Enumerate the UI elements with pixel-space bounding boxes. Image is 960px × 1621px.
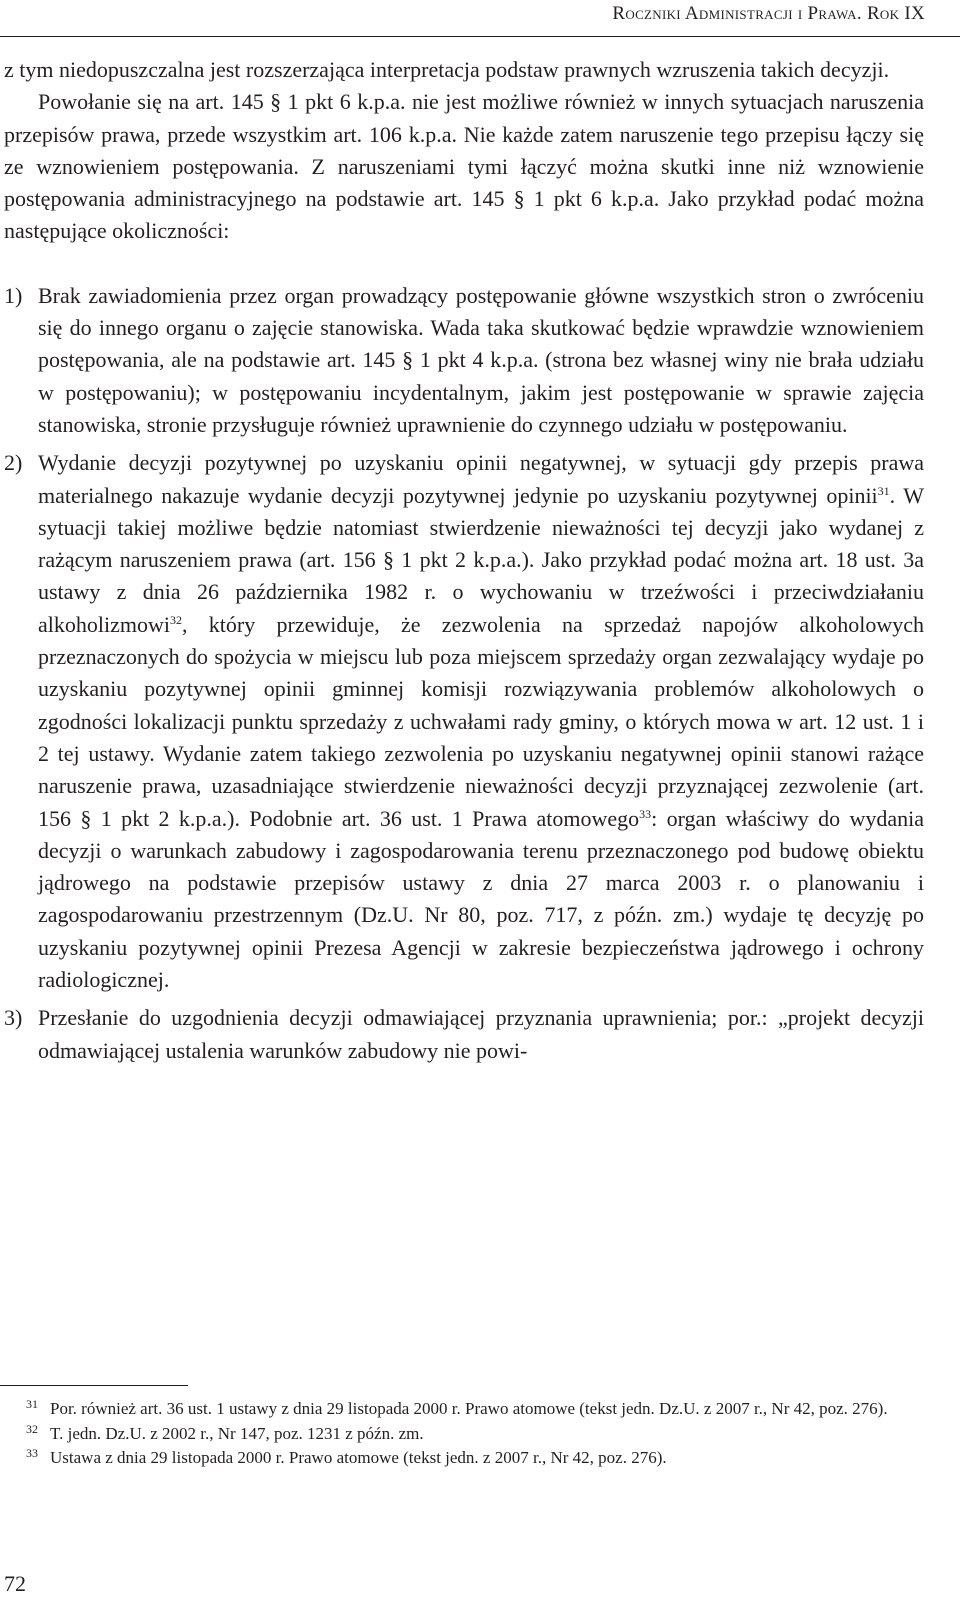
footnote-32 (4, 1422, 924, 1447)
paragraph-spacer (4, 248, 924, 280)
list-item-1 (4, 280, 924, 441)
list-item-1-text: Brak zawiadomienia przez organ prowadzący postępowanie główne wszystkich stron o zwróceniu się do innego organu o zajęcie stanowiska. Wada taka skutkować będzie wprawdzie wznowieniem postępowania, ale na podstawie art. 145 § 1 pkt 4 k.p.a. (strona bez własnej winy nie brała udziału w postępowaniu); w postępowaniu incydentalnym, jakim jest postępowanie w sprawie zajęcia stanowiska, stronie przysługuje również uprawnienie do czynnego udziału w postępowaniu. (38, 282, 924, 437)
list-item-2-text-a: Wydanie decyzji pozytywnej po uzyskaniu opinii negatywnej, w sytuacji gdy przepis prawa materialnego nakazuje wydanie decyzji pozytywnej jedynie po uzyskaniu pozytywnej opinii (38, 450, 924, 508)
footnote-mark-32: 32 (26, 1421, 38, 1436)
footnote-ref-32[interactable]: 32 (169, 612, 182, 627)
footnotes (4, 1397, 924, 1471)
paragraph-2: Powołanie się na art. 145 § 1 pkt 6 k.p.a. nie jest możliwe również w innych sytuacjach naruszenia przepisów prawa, przede wszystkim art. 106 k.p.a. Nie każde zatem naruszenie tego przepisu łączy się ze wznowieniem postępowania. Z naruszeniami tymi łączyć można skutki inne niż wznowienie postępowania administracyjnego na podstawie art. 145 § 1 pkt 6 k.p.a. Jako przykład podać można następujące okoliczności: (4, 89, 924, 244)
numbered-list (4, 280, 924, 1067)
main-text (4, 54, 924, 1073)
footnote-ref-33[interactable]: 33 (639, 806, 652, 821)
list-number-1: 1) (4, 282, 23, 308)
page-number: 72 (4, 1571, 26, 1596)
list-item-2 (4, 447, 924, 996)
footnote-32-text: T. jedn. Dz.U. z 2002 r., Nr 147, poz. 1231 z późn. zm. (50, 1423, 424, 1443)
list-number-2: 2) (4, 450, 23, 476)
footnote-31-text: Por. również art. 36 ust. 1 ustawy z dnia 29 listopada 2000 r. Prawo atomowe (tekst jedn. Dz.U. z 2007 r., Nr 42, poz. 276). (50, 1399, 888, 1418)
footnote-mark-33: 33 (26, 1446, 38, 1460)
paragraph-1: z tym niedopuszczalna jest rozszerzająca interpretacja podstaw prawnych wzruszenia takich decyzji. (4, 57, 890, 82)
list-item-2-text-c: , który przewiduje, że zezwolenia na sprzedaż napojów alkoholowych przeznaczonych do spożycia w miejscu lub poza miejscem sprzedaży organ zezwalający wydaje po uzyskaniu pozytywnej opinii gminnej komisji rozwiązywania problemów alkoholowych o zgodności lokalizacji punktu sprzedaży z uchwałami rady gminy, o których mowa w art. 12 ust. 1 i 2 tej ustawy. Wydanie zatem takiego zezwolenia po uzyskaniu negatywnej opinii stanowi rażące naruszenie prawa, uzasadniające stwierdzenie nieważności decyzji przyznającej zezwolenie (art. 156 § 1 pkt 2 k.p.a.). Podobnie art. 36 ust. 1 Prawa atomowego (38, 611, 924, 831)
footnote-ref-31[interactable]: 31 (877, 483, 890, 498)
footnote-31 (4, 1397, 924, 1422)
header-rule (0, 36, 960, 37)
list-item-2-text-d: : organ właściwy do wydania decyzji o warunkach zabudowy i zagospodarowania terenu przeznaczonego pod budowę obiektu jądrowego na podstawie przepisów ustawy z dnia 27 marca 2003 r. o planowaniu i zagospodarowaniu przestrzennym (Dz.U. Nr 80, poz. 717, z późn. zm.) wydaje tę decyzję po uzyskaniu pozytywnej opinii Prezesa Agencji w zakresie bezpieczeństwa jądrowego i ochrony radiologicznej. (38, 805, 924, 993)
list-number-3: 3) (4, 1005, 23, 1031)
list-item-3-text: Przesłanie do uzgodnienia decyzji odmawiającej przyznania uprawnienia; por.: „projekt decyzji odmawiającej ustalenia warunków zabudowy nie powi- (38, 1005, 924, 1063)
footnote-33 (4, 1446, 924, 1471)
list-item-3 (4, 1002, 924, 1067)
list-item-2-text-b: . W sytuacji takiej możliwe będzie natomiast stwierdzenie nieważności tej decyzji jako wydanej z rażącym naruszeniem prawa (art. 156 § 1 pkt 2 k.p.a.). Jako przykład podać można art. 18 ust. 3a ustawy z dnia 26 października 1982 r. o wychowaniu w trzeźwości i przeciwdziałaniu alkoholizmowi (38, 482, 924, 637)
footnote-mark-31: 31 (26, 1397, 38, 1411)
footnote-rule (0, 1385, 188, 1386)
running-head: Roczniki Administracji i Prawa. Rok IX (612, 3, 925, 24)
footnote-33-text: Ustawa z dnia 29 listopada 2000 r. Prawo atomowe (tekst jedn. z 2007 r., Nr 42, poz. 276). (50, 1448, 667, 1467)
